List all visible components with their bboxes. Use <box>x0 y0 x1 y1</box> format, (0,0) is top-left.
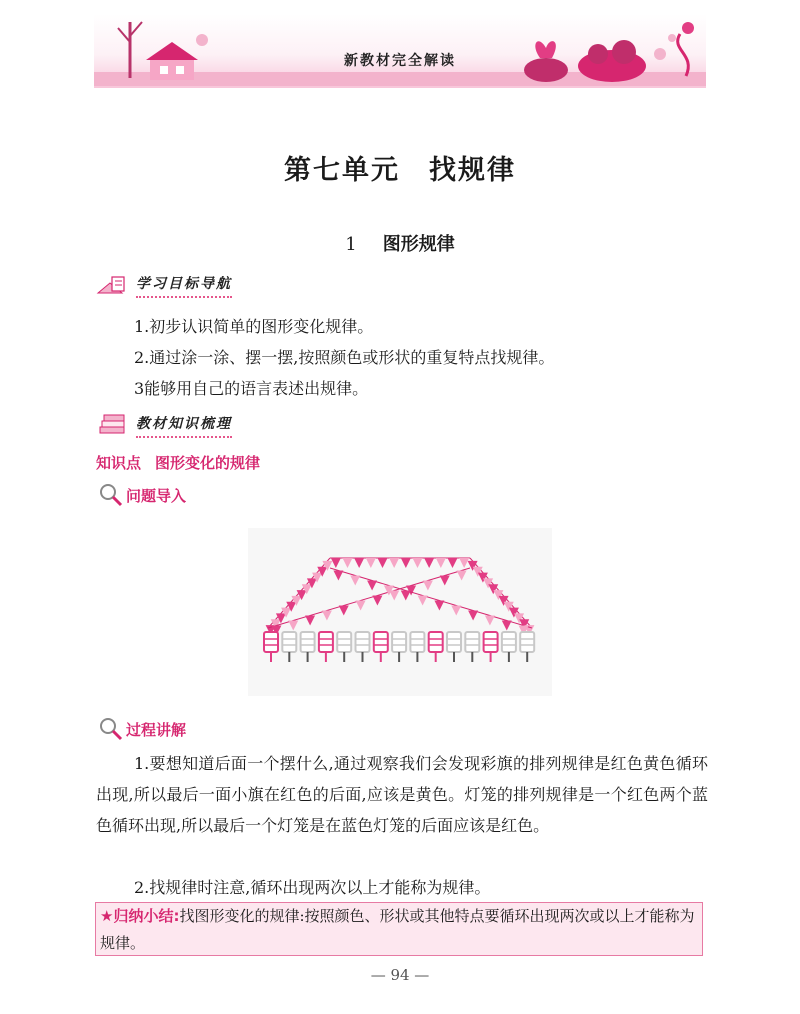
knowledge-heading-label: 教材知识梳理 <box>136 413 232 438</box>
flags-lanterns-illustration <box>248 528 552 696</box>
goals-heading-label: 学习目标导航 <box>136 273 232 298</box>
intro-heading-label: 问题导入 <box>126 486 187 505</box>
knowledge-heading <box>96 412 232 438</box>
section-number: 1 <box>345 234 357 255</box>
knowledge-point-label: 知识点 <box>96 454 142 472</box>
book-house-icon <box>96 273 130 297</box>
goal-item-2: 2.通过涂一涂、摆一摆,按照颜色或形状的重复特点找规律。 <box>134 348 555 367</box>
header-title: 新教材完全解读 <box>344 53 456 69</box>
section-name: 图形规律 <box>382 234 455 255</box>
summary-text: 找图形变化的规律:按照颜色、形状或其他特点要循环出现两次或以上才能称为规律。 <box>100 907 695 952</box>
process-heading <box>98 716 186 742</box>
process-paragraph-2: 2.找规律时注意,循环出现两次以上才能称为规律。 <box>134 878 491 897</box>
knowledge-point-name: 图形变化的规律 <box>155 454 261 472</box>
chapter-title: 第七单元 找规律 <box>284 155 516 186</box>
goal-item-3: 3能够用自己的语言表述出规律。 <box>134 379 369 398</box>
books-stack-icon <box>96 413 130 437</box>
goal-item-1: 1.初步认识简单的图形变化规律。 <box>134 317 374 336</box>
intro-heading <box>98 482 186 508</box>
summary-box <box>95 902 703 956</box>
process-paragraph-1: 1.要想知道后面一个摆什么,通过观察我们会发现彩旗的排列规律是红色黄色循环出现,所以最后一面小旗在红色的后面,应该是黄色。灯笼的排列规律是一个红色两个蓝色循环出现,所以最后一个灯笼是在蓝色灯笼的后面应该是红色。 <box>96 754 708 835</box>
process-heading-label: 过程讲解 <box>126 720 187 739</box>
summary-tag: ★归纳小结: <box>100 907 180 925</box>
page-number: — 94 — <box>370 966 430 984</box>
section-title <box>0 230 800 256</box>
magnifier-icon <box>98 716 124 742</box>
knowledge-point-title <box>96 452 260 473</box>
magnifier-icon <box>98 482 124 508</box>
goals-heading <box>96 272 232 298</box>
